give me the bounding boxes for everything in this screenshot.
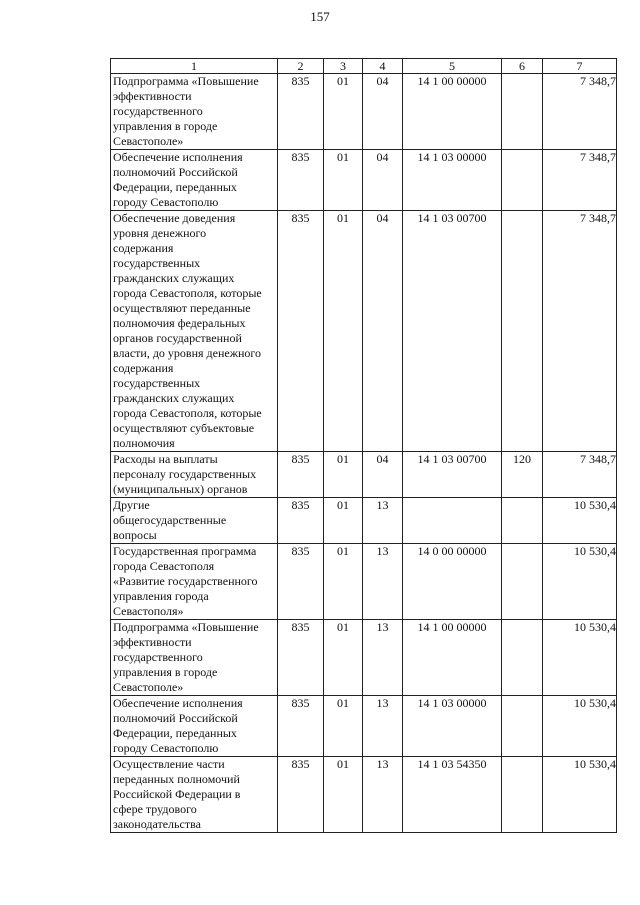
- row-name: Подпрограмма «Повышение эффективности государственного управления в городе Севастополе»: [111, 620, 278, 696]
- target-article-code: [403, 498, 502, 544]
- subsection-code: 04: [363, 211, 403, 452]
- target-article-code: 14 0 00 00000: [403, 544, 502, 620]
- ministry-code: 835: [278, 498, 324, 544]
- column-header: 2: [278, 59, 324, 74]
- ministry-code: 835: [278, 757, 324, 833]
- amount: [543, 544, 617, 620]
- column-header: 3: [324, 59, 363, 74]
- row-name: Обеспечение исполнения полномочий Российской Федерации, переданных городу Севастополю: [111, 150, 278, 211]
- target-article-code: 14 1 03 54350: [403, 757, 502, 833]
- column-header: 4: [363, 59, 403, 74]
- subsection-code: 13: [363, 696, 403, 757]
- page-number: 157: [310, 9, 330, 24]
- table-row: [111, 757, 617, 833]
- amount-value: 10 530,4: [574, 498, 616, 512]
- expense-type-code: [502, 150, 543, 211]
- section-code: 01: [324, 620, 363, 696]
- row-name: Обеспечение исполнения полномочий Российской Федерации, переданных городу Севастополю: [111, 696, 278, 757]
- ministry-code: 835: [278, 696, 324, 757]
- amount-value: 10 530,4: [574, 544, 616, 558]
- ministry-code: 835: [278, 544, 324, 620]
- subsection-code: 13: [363, 757, 403, 833]
- ministry-code: 835: [278, 620, 324, 696]
- amount-value: 7 348,7: [580, 452, 616, 466]
- section-code: 01: [324, 544, 363, 620]
- budget-table: [110, 58, 617, 833]
- row-name: Государственная программа города Севастополя «Развитие государственного управления города Севастополя»: [111, 544, 278, 620]
- target-article-code: 14 1 03 00000: [403, 150, 502, 211]
- expense-type-code: 120: [502, 452, 543, 498]
- target-article-code: 14 1 00 00000: [403, 620, 502, 696]
- column-header: 1: [111, 59, 278, 74]
- table-row: [111, 150, 617, 211]
- amount-value: 10 530,4: [574, 620, 616, 634]
- column-header: 6: [502, 59, 543, 74]
- subsection-code: 13: [363, 620, 403, 696]
- subsection-code: 13: [363, 498, 403, 544]
- target-article-code: 14 1 03 00700: [403, 211, 502, 452]
- table-row: [111, 74, 617, 150]
- ministry-code: 835: [278, 211, 324, 452]
- column-header: 7: [543, 59, 617, 74]
- amount-value: 7 348,7: [580, 211, 616, 225]
- expense-type-code: [502, 757, 543, 833]
- table-row: [111, 544, 617, 620]
- section-code: 01: [324, 452, 363, 498]
- table-row: [111, 696, 617, 757]
- row-name: Расходы на выплаты персоналу государственных (муниципальных) органов: [111, 452, 278, 498]
- amount: [543, 757, 617, 833]
- amount: [543, 498, 617, 544]
- subsection-code: 04: [363, 74, 403, 150]
- target-article-code: 14 1 00 00000: [403, 74, 502, 150]
- expense-type-code: [502, 544, 543, 620]
- expense-type-code: [502, 74, 543, 150]
- section-code: 01: [324, 74, 363, 150]
- subsection-code: 04: [363, 452, 403, 498]
- target-article-code: 14 1 03 00000: [403, 696, 502, 757]
- target-article-code: 14 1 03 00700: [403, 452, 502, 498]
- column-header-row: [111, 59, 617, 74]
- amount-value: 10 530,4: [574, 757, 616, 771]
- expense-type-code: [502, 620, 543, 696]
- row-name: Обеспечение доведения уровня денежного содержания государственных гражданских служащих города Севастополя, которые осуществляют переданные полномочия федеральных органов государственной власти, до уровня денежного содержания государственных гражданских служащих города Севастополя, которые осуществляют субъектовые полномочия: [111, 211, 278, 452]
- amount: [543, 74, 617, 150]
- section-code: 01: [324, 150, 363, 211]
- subsection-code: 13: [363, 544, 403, 620]
- expense-type-code: [502, 696, 543, 757]
- table-row: [111, 498, 617, 544]
- ministry-code: 835: [278, 150, 324, 211]
- row-name: Подпрограмма «Повышение эффективности государственного управления в городе Севастополе»: [111, 74, 278, 150]
- amount: [543, 620, 617, 696]
- amount-value: 10 530,4: [574, 696, 616, 710]
- section-code: 01: [324, 696, 363, 757]
- column-header: 5: [403, 59, 502, 74]
- subsection-code: 04: [363, 150, 403, 211]
- row-name: Другие общегосударственные вопросы: [111, 498, 278, 544]
- ministry-code: 835: [278, 452, 324, 498]
- amount-value: 7 348,7: [580, 150, 616, 164]
- row-name: Осуществление части переданных полномочий Российской Федерации в сфере трудового законодательства: [111, 757, 278, 833]
- section-code: 01: [324, 211, 363, 452]
- amount: [543, 150, 617, 211]
- expense-type-code: [502, 498, 543, 544]
- section-code: 01: [324, 757, 363, 833]
- expense-type-code: [502, 211, 543, 452]
- amount: [543, 696, 617, 757]
- ministry-code: 835: [278, 74, 324, 150]
- section-code: 01: [324, 498, 363, 544]
- table-row: [111, 620, 617, 696]
- amount: [543, 452, 617, 498]
- table-row: [111, 211, 617, 452]
- amount: [543, 211, 617, 452]
- table-row: [111, 452, 617, 498]
- amount-value: 7 348,7: [580, 74, 616, 88]
